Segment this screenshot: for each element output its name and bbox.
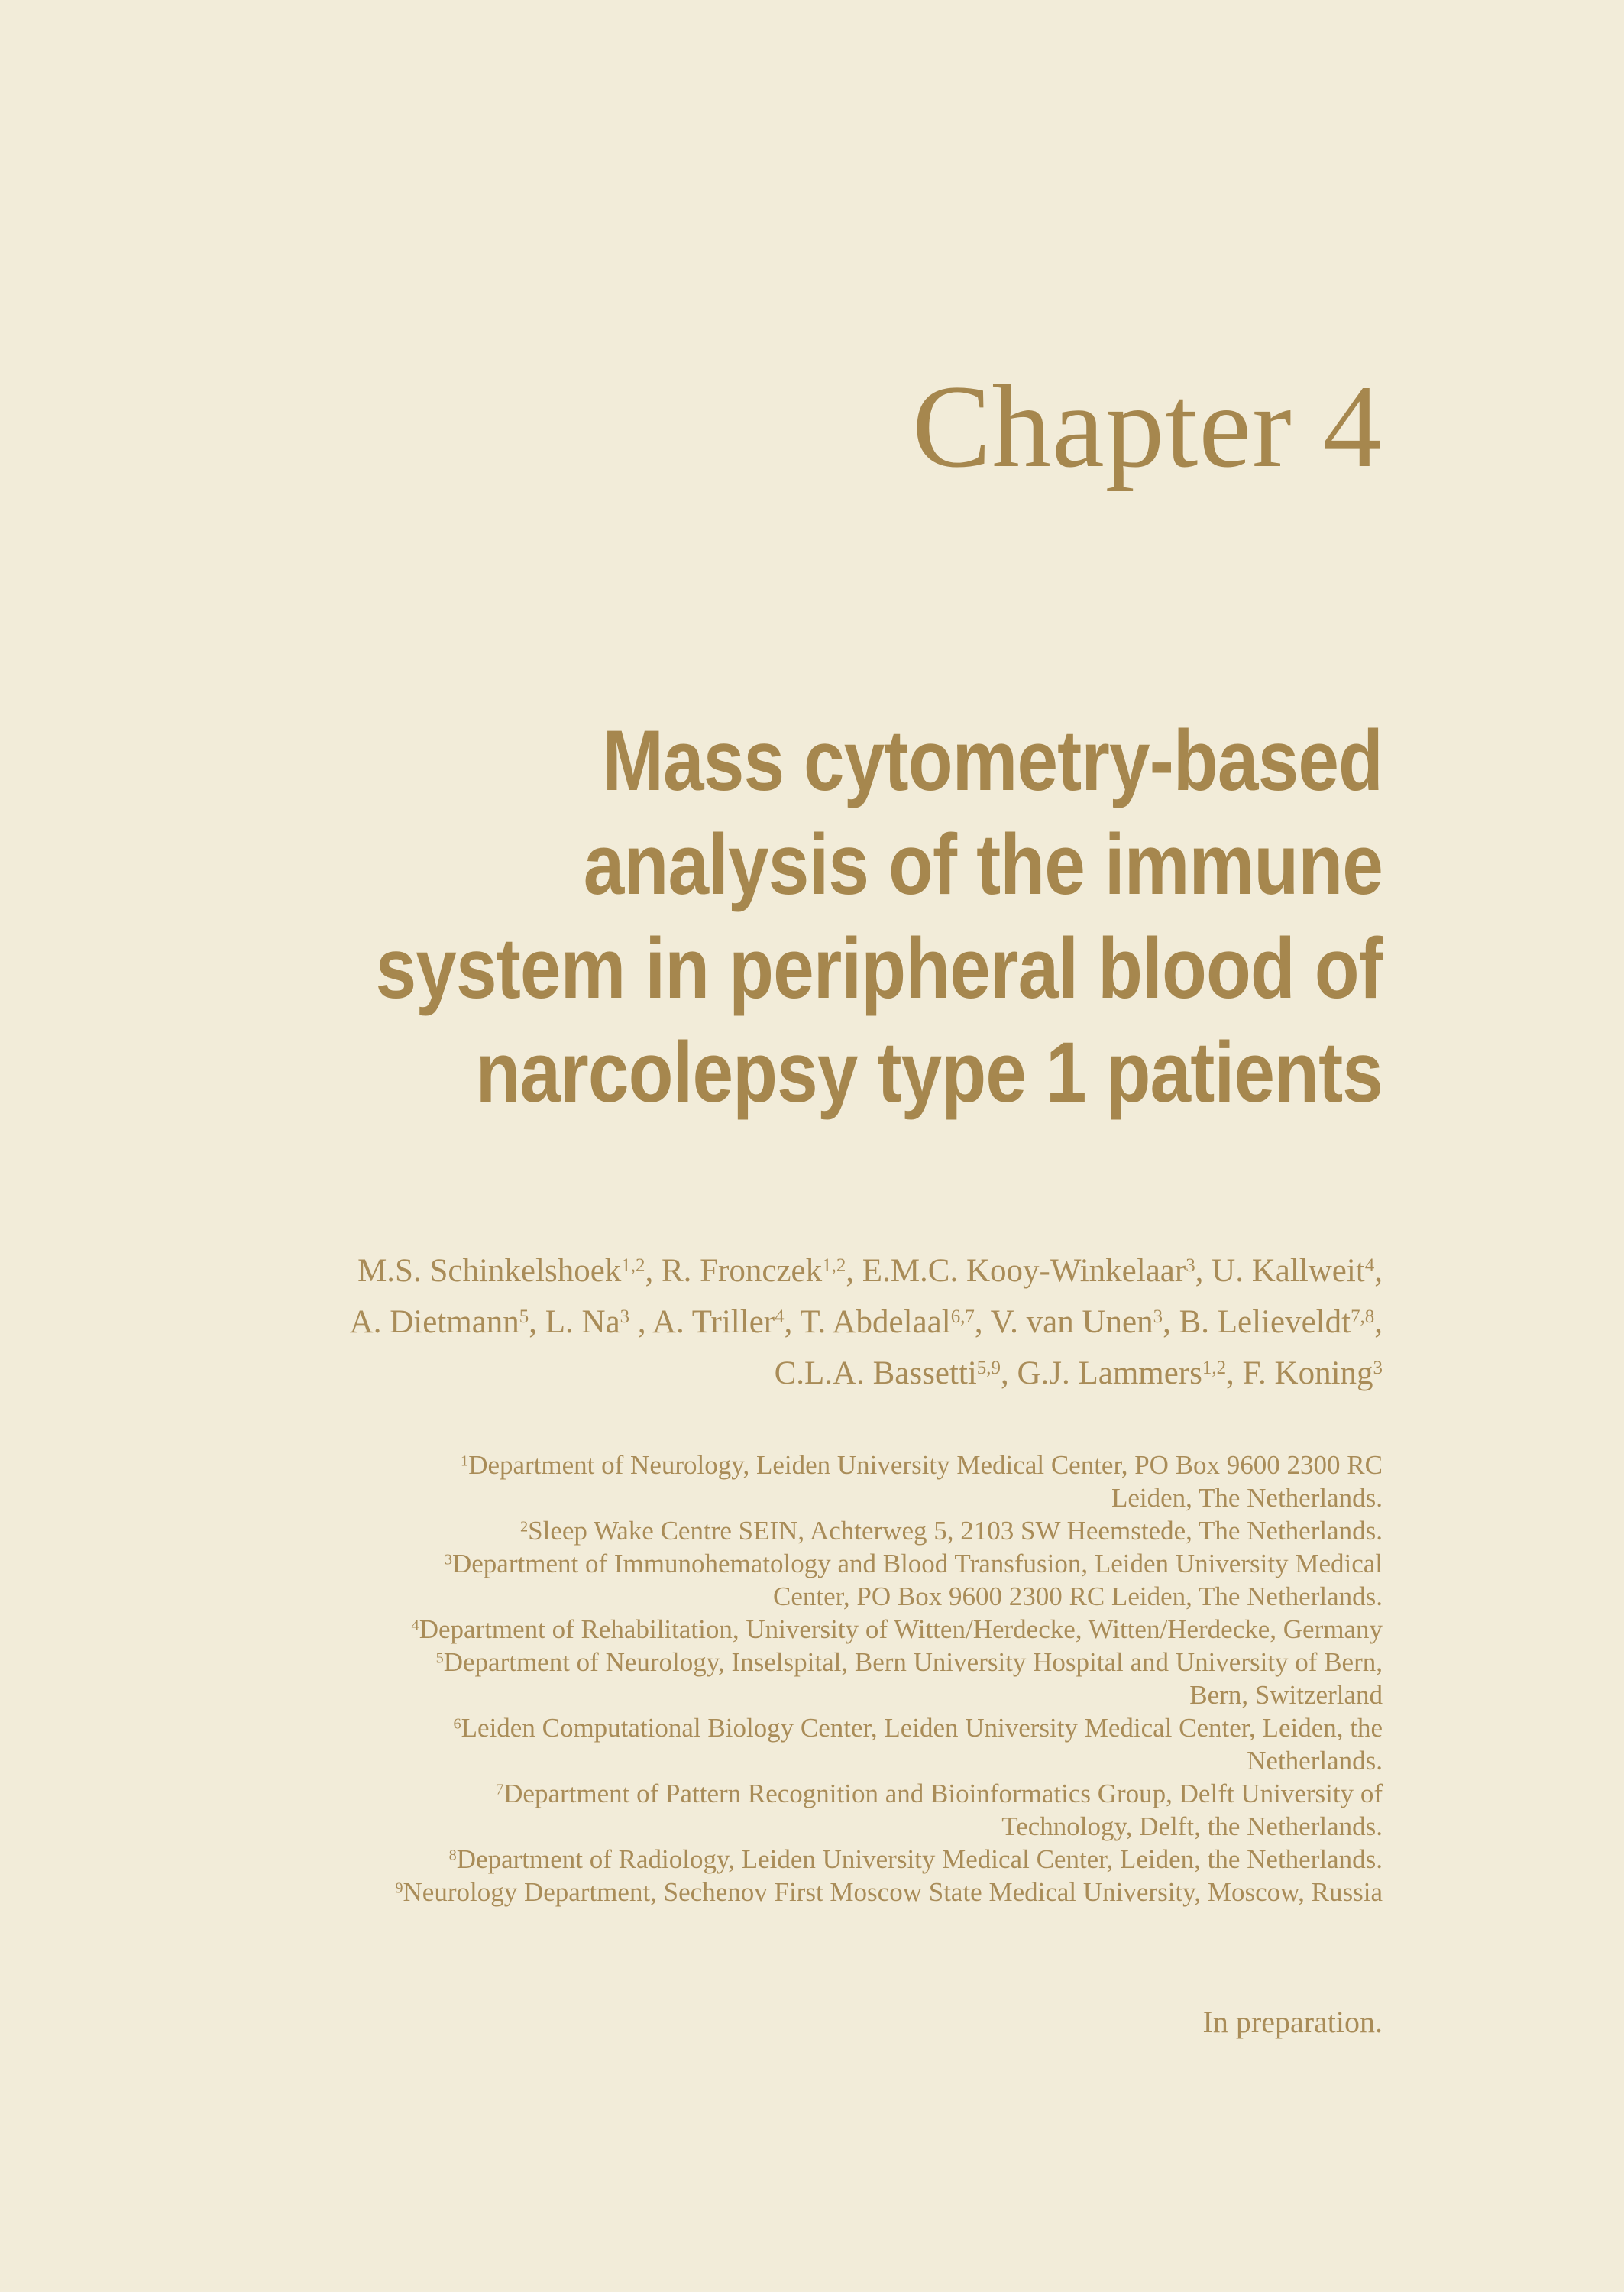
affiliation-line: Center, PO Box 9600 2300 RC Leiden, The Netherlands. xyxy=(773,1581,1383,1611)
affiliation-line: $^3$Department of Immunohematology and Blood Transfusion, Leiden University Medical xyxy=(444,1549,1383,1578)
affiliation-line: $^4$Department of Rehabilitation, University of Witten/Herdecke, Witten/Herdecke, Germany xyxy=(411,1614,1383,1644)
thesis-title-line: system in peripheral blood of xyxy=(375,921,1383,1016)
affiliation-line: Netherlands. xyxy=(1247,1746,1383,1776)
chapter-heading: Chapter 4 xyxy=(912,361,1383,492)
thesis-title-line: Mass cytometry-based xyxy=(602,713,1383,808)
author-list xyxy=(0,1245,1383,1399)
affiliation-line: $^1$Department of Neurology, Leiden University Medical Center, PO Box 9600 2300 RC xyxy=(461,1450,1383,1480)
thesis-title xyxy=(193,709,1383,1125)
author-line: M.S. Schinkelshoek$^{1,2}$, R. Fronczek$^{1,2}$, E.M.C. Kooy-Winkelaar$^3$, U. Kallweit$^4$, xyxy=(357,1253,1383,1289)
affiliation-line: $^2$Sleep Wake Centre SEIN, Achterweg 5, 2103 SW Heemstede, The Netherlands. xyxy=(520,1516,1383,1546)
affiliation-line: $^5$Department of Neurology, Inselspital, Bern University Hospital and University of Bern, xyxy=(435,1647,1383,1677)
affiliation-line: $^8$Department of Radiology, Leiden University Medical Center, Leiden, the Netherlands. xyxy=(448,1844,1383,1874)
affiliation-line: $^7$Department of Pattern Recognition and Bioinformatics Group, Delft University of xyxy=(496,1779,1383,1808)
author-line: C.L.A. Bassetti$^{5,9}$, G.J. Lammers$^{1,2}$, F. Koning$^3$ xyxy=(774,1355,1383,1391)
affiliation-line: Leiden, The Netherlands. xyxy=(1111,1483,1383,1513)
affiliation-line: $^9$Neurology Department, Sechenov First Moscow State Medical University, Moscow, Russia xyxy=(395,1877,1383,1907)
author-line: A. Dietmann$^5$, L. Na$^3$ , A. Triller$^4$, T. Abdelaal$^{6,7}$, V. van Unen$^3$, B. Lelieveldt$^{7,8}$, xyxy=(349,1304,1383,1340)
affiliation-line: $^6$Leiden Computational Biology Center, Leiden University Medical Center, Leiden, the xyxy=(453,1713,1383,1743)
affiliation-list xyxy=(0,1449,1383,1908)
affiliation-line: Technology, Delft, the Netherlands. xyxy=(1001,1811,1383,1841)
publication-status: In preparation. xyxy=(1202,2005,1383,2039)
thesis-title-line: narcolepsy type 1 patients xyxy=(475,1025,1383,1120)
thesis-title-line: analysis of the immune xyxy=(583,817,1383,912)
affiliation-line: Bern, Switzerland xyxy=(1189,1680,1383,1710)
